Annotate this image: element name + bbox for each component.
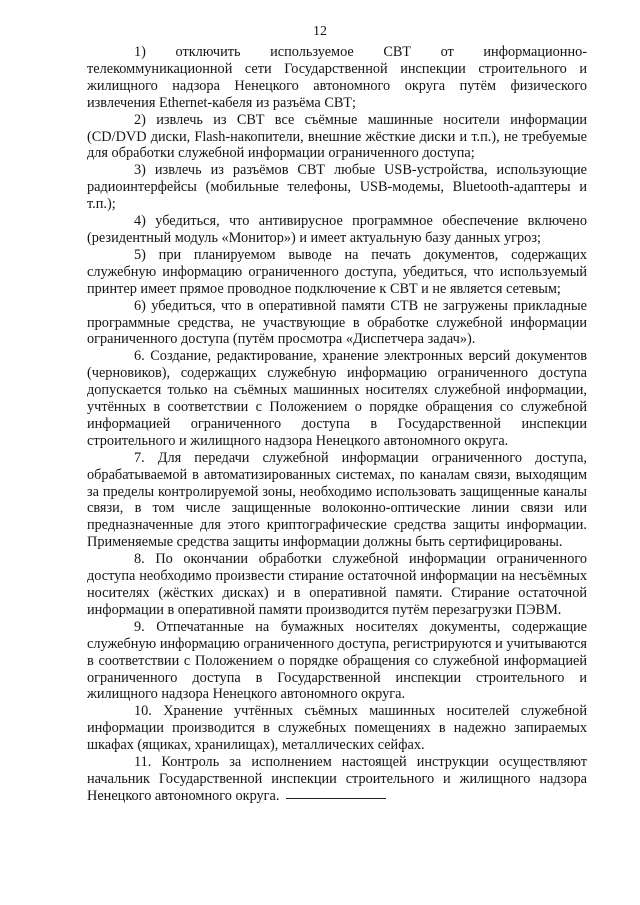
paragraph-section-6: 6. Создание, редактирование, хранение электронных версий документов (черновиков), содержащих служебную информацию ограниченного доступа допускается только на съёмных машинных носителях служебной информации, учтённых в соответствии с Положением о порядке обращения со служебной информацией ограниченного доступа в Государственной инспекции строительного и жилищного надзора Ненецкого автономного округа. <box>87 348 587 449</box>
paragraph-section-8: 8. По окончании обработки служебной информации ограниченного доступа необходимо произвести стирание остаточной информации на несъёмных носителях (жёстких дисках) и в оперативной памяти. Стирание остаточной информации в оперативной памяти производится путём перезагрузки ПЭВМ. <box>87 551 587 618</box>
paragraph-section-11: 11. Контроль за исполнением настоящей инструкции осуществляют начальник Государственной инспекции строительного и жилищного надзора Ненецкого автономного округа. <box>87 754 587 804</box>
paragraph-item-4: 4) убедиться, что антивирусное программное обеспечение включено (резидентный модуль «Монитор») и имеет актуальную базу данных угроз; <box>87 213 587 246</box>
paragraph-item-5: 5) при планируемом выводе на печать документов, содержащих служебную информацию ограниченного доступа, убедиться, что используемый принтер имеет прямое проводное подключение к СВТ и не является сетевым; <box>87 246 587 297</box>
closing-divider <box>286 798 386 799</box>
paragraph-section-7: 7. Для передачи служебной информации ограниченного доступа, обрабатываемой в автоматизированных системах, по каналам связи, выходящим за пределы контролируемой зоны, необходимо использовать защищенные каналы связи, в том числе защищенные волоконно-оптические линии связи или предназначенные для этого криптографические средства защиты информации. Применяемые средства защиты информации должны быть сертифицированы. <box>87 449 587 551</box>
paragraph-section-10: 10. Хранение учтённых съёмных машинных носителей служебной информации производится в служебных помещениях в надежно запираемых шкафах (ящиках, хранилищах), металлических сейфах. <box>87 703 587 754</box>
paragraph-item-1: 1) отключить используемое СВТ от информационно-телекоммуникационной сети Государственной инспекции строительного и жилищного надзора Ненецкого автономного округа путём физического извлечения Ethernet-кабеля из разъёма СВТ; <box>87 44 587 111</box>
paragraph-item-2: 2) извлечь из СВТ все съёмные машинные носители информации (CD/DVD диски, Flash-накопители, внешние жёсткие диски и т.п.), не требуемые для обработки служебной информации ограниченного доступа; <box>87 111 587 162</box>
paragraph-item-3: 3) извлечь из разъёмов СВТ любые USB-устройства, использующие радиоинтерфейсы (мобильные телефоны, USB-модемы, Bluetooth-адаптеры и т.п.); <box>87 162 587 213</box>
page-number: 12 <box>313 24 327 39</box>
document-body <box>87 44 587 805</box>
paragraph-section-9: 9. Отпечатанные на бумажных носителях документы, содержащие служебную информацию ограниченного доступа, регистрируются и учитываются в соответствии с Положением о порядке обращения со служебной информацией ограниченного доступа в Государственной инспекции строительного и жилищного надзора Ненецкого автономного округа. <box>87 618 587 703</box>
paragraph-item-6: 6) убедиться, что в оперативной памяти СТВ не загружены прикладные программные средства, не участвующие в обработке служебной информации ограниченного доступа (путём просмотра «Диспетчера задач»). <box>87 297 587 348</box>
